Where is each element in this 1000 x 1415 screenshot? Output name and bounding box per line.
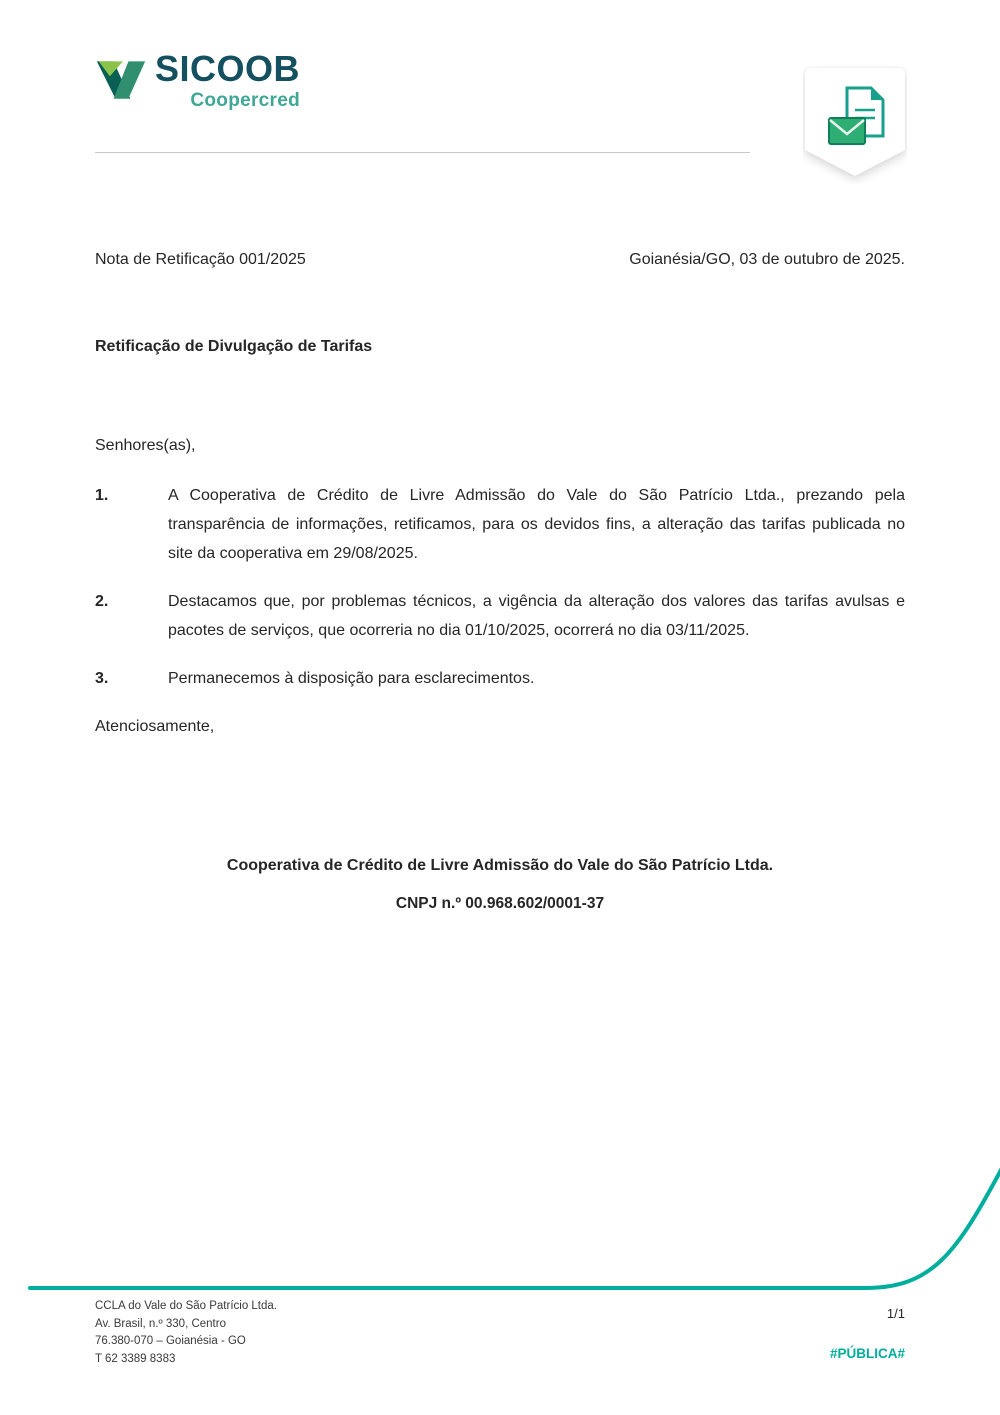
- document-body: [95, 245, 905, 918]
- signature-cnpj: CNPJ n.º 00.968.602/0001-37: [395, 895, 605, 912]
- logo-text: [155, 50, 300, 112]
- document-reference: Nota de Retificação 001/2025: [95, 251, 306, 268]
- footer-address-line: Av. Brasil, n.º 330, Centro: [95, 1317, 226, 1330]
- item-text: A Cooperativa de Crédito de Livre Admissão do Vale do São Patrício Ltda., prezando pela transparência de informações, retificamos, para os devidos fins, a alteração das tarifas publicada no site da cooperativa em 29/08/2025.: [168, 487, 905, 562]
- mail-document-badge: [803, 66, 907, 184]
- brand-name: SICOOB: [155, 48, 301, 89]
- item-number: 3.: [95, 670, 109, 687]
- footer-address-line: CCLA do Vale do São Patrício Ltda.: [95, 1300, 277, 1312]
- closing: Atenciosamente,: [95, 718, 215, 735]
- item-number: 2.: [95, 593, 109, 610]
- meta-row: [95, 245, 905, 274]
- list-item: [95, 664, 905, 693]
- item-number: 1.: [95, 487, 109, 504]
- header-divider: [95, 152, 750, 153]
- item-text: Destacamos que, por problemas técnicos, a vigência da alteração dos valores das tarifas avulsas e pacotes de serviços, que ocorreria no dia 01/10/2025, ocorrerá no dia 03/11/2025.: [168, 593, 905, 639]
- list-item: [95, 481, 905, 568]
- signature-block: [95, 851, 905, 918]
- sicoob-logo-icon: [95, 54, 147, 106]
- footer-swoosh: [0, 1120, 1000, 1415]
- footer-address-line: T 62 3389 8383: [95, 1352, 176, 1365]
- signature-company: Cooperativa de Crédito de Livre Admissão do Vale do São Patrício Ltda.: [226, 857, 774, 874]
- list-item: [95, 587, 905, 645]
- page-number: 1/1: [886, 1306, 905, 1321]
- document-title: Retificação de Divulgação de Tarifas: [95, 338, 373, 355]
- footer-address: [95, 1298, 277, 1368]
- classification-badge: #PÚBLICA#: [829, 1346, 905, 1361]
- mail-document-icon: [803, 66, 907, 184]
- salutation: Senhores(as),: [95, 437, 196, 454]
- sub-brand-name: Coopercred: [190, 89, 301, 111]
- sicoob-logo: [95, 50, 300, 112]
- footer-address-line: 76.380-070 – Goianésia - GO: [95, 1335, 246, 1347]
- item-text: Permanecemos à disposição para esclarecimentos.: [168, 670, 535, 687]
- numbered-list: [95, 481, 905, 693]
- dateline: Goianésia/GO, 03 de outubro de 2025.: [629, 251, 905, 268]
